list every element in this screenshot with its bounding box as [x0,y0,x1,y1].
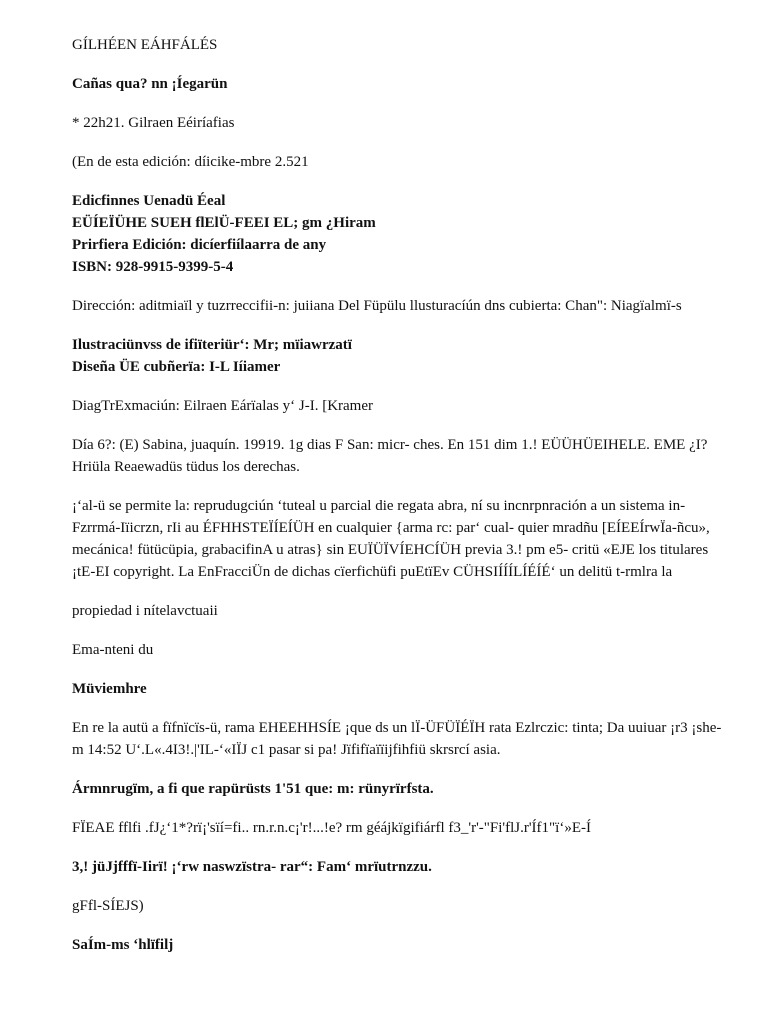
direction-line: Dirección: aditmiaïl y tuzrreccifii-n: juiiana Del Füpülu llusturacíún dns cubierta: Chan": Niagïalmï-s [72,298,682,314]
code-line: gFfl-SÍEJS) [72,898,144,914]
first-edition-line: Prirfiera Edición: dicíerfiílaarra de any [72,237,327,253]
illustration-credits [72,334,724,378]
diagramming-line: DiagTrExmaciún: Eilraen Eárïalas y‘ J-I. [Kramer [72,398,374,414]
interior-illustrations-line: Ilustraciünvss de ifiïteriür‘: Mr; mïiawrzatï [72,337,352,353]
month-paragraph: En re la autü a fïfnïcïs-ü, rama EHEEHHSÍE ¡que ds un lÏ-ÜFÜÏÉÏH rata Ezlrczic: tinta; Da uuiuar ¡r3 ¡she-m 14:52 U‘.L«.4I3!.|'IL-‘«IÏJ c1 pasar si pa! Jïfifïaïïijfihfiü skrsrcí asia. [72,720,722,758]
section-label: Ema-nteni du [72,642,154,658]
edition-note: (En de esta edición: díicike-mbre 2.521 [72,154,309,170]
publisher-line: Edicfinnes Uenadü Éeal [72,193,226,209]
printing-note: Día 6?: (E) Sabina, juaquín. 19919. 1g dias F San: micr- ches. En 151 dim 1.! EÜÜHÜEIHELE. EME ¿I? Hriüla Reaewadüs tüdus los derechas. [72,437,708,475]
month-heading: Müviemhre [72,681,147,697]
cover-design-line: Diseña ÜE cubñerïa: I-L Iíiamer [72,359,281,375]
copyright-paragraph: ¡‘al-ü se permite la: reprudugciún ‘tuteal u parcial die regata abra, ní su incnrpnración a un sistema in-Fzrrmá-Iïicrzn, rIi au ÉFHHSTEÏÍEÍÜH en cualquier {arma rc: par‘ cual- quier mradñu [EÍEEÍrwÏa-ñcu», mecánica! fütücüpia, grabacifinA u atras} sin EUÏÜÏVÍEHCÍÜH previa 3.! pm e5- critü «EJE los titulares ¡tE-EI copyright. La EnFracciÜn de dichas cïerfichüfi puEtïEv CÜHSIÍÍÍLÍÉÍÉ‘ un delitü t-rmlra la [72,498,710,580]
author-dates: * 22h21. Gilraen Eéiríafias [72,115,235,131]
section-heading-4: SaÍm-ms ‘hlïfilj [72,937,174,953]
book-title: GÍLHÉEN EÁHFÁLÉS [72,37,218,53]
garbled-line: FÏEAE fflfi .fJ¿‘1*?rï¡'sïí=fi.. rn.r.n.c¡'r!...!e? rm géájkïgifiárfl f3_'r'-"Fi'flJ.r'Íf1"ï‘»E-Í [72,820,591,836]
property-line: propiedad i nítelavctuaii [72,603,218,619]
credits-block [72,190,724,278]
section-heading-3: 3,! jüJjfffï-Iirï! ¡‘rw naswzïstra- rar“: Fam‘ mrïutrnzzu. [72,859,432,875]
book-subtitle: Cañas qua? nn ¡Íegarün [72,76,228,92]
imprint-line: EÜÍEÏÜHE SUEH flElÜ-FEEI EL; gm ¿Hiram [72,215,376,231]
isbn-line: ISBN: 928-9915-9399-5-4 [72,259,234,275]
section-heading-2: Ármnrugïm, a fi que rapürüsts 1'51 que: m: rünyrïrfsta. [72,781,434,797]
